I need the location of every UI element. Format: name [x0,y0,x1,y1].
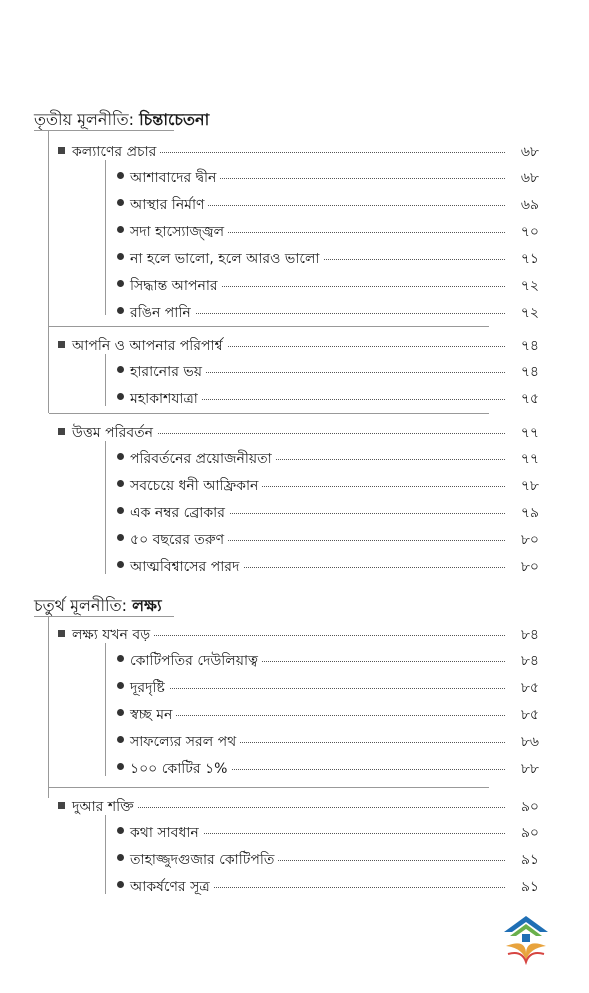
round-bullet-icon [117,655,124,662]
toc-page-number: ৭১ [507,247,539,271]
toc-item-entry[interactable] [0,651,589,673]
round-bullet-icon [117,480,124,487]
toc-item-label: কোটিপতির দেউলিয়াত্ব [130,649,262,673]
toc-page-number: ৮০ [507,528,539,552]
toc-page-number: ৬৮ [507,166,539,190]
round-bullet-icon [117,736,124,743]
toc-page-number: ৯০ [507,795,539,819]
toc-page-number: ৮৫ [507,676,539,700]
round-bullet-icon [117,393,124,400]
toc-group-entry[interactable] [0,423,589,445]
square-bullet-icon [58,341,65,348]
section-underline [34,130,174,131]
toc-page-number: ৮৬ [507,730,539,754]
toc-page-number: ৭৯ [507,501,539,525]
round-bullet-icon [117,280,124,287]
square-bullet-icon [58,802,65,809]
toc-item-entry[interactable] [0,449,589,471]
toc-item-label: ১০০ কোটির ১% [130,757,231,781]
toc-item-label: সাফল্যের সরল পথ [130,730,240,754]
toc-item-entry[interactable] [0,705,589,727]
toc-item-label: তাহাজ্জুদগুজার কোটিপতি [130,848,278,872]
toc-page-number: ৯১ [507,875,539,899]
toc-page-number: ৭০ [507,220,539,244]
toc-item-entry[interactable] [0,195,589,217]
toc-item-entry[interactable] [0,222,589,244]
section-title-main: লক্ষ্য [132,596,162,615]
toc-page-number: ৭২ [507,274,539,298]
toc-item-entry[interactable] [0,168,589,190]
toc-page-number: ৭২ [507,301,539,325]
toc-page-number: ৮৪ [507,623,539,647]
toc-page-number: ৮৪ [507,649,539,673]
round-bullet-icon [117,534,124,541]
toc-group-label: লক্ষ্য যখন বড় [72,623,154,647]
square-bullet-icon [58,147,65,154]
toc-page-number: ৮৫ [507,703,539,727]
toc-page-number: ৯০ [507,821,539,845]
toc-item-entry[interactable] [0,249,589,271]
section-underline [34,616,174,617]
toc-item-entry[interactable] [0,362,589,384]
round-bullet-icon [117,453,124,460]
round-bullet-icon [117,199,124,206]
toc-item-label: রঙিন পানি [130,301,195,325]
toc-item-label: আত্মবিশ্বাসের পারদ [130,555,243,579]
round-bullet-icon [117,507,124,514]
toc-item-label: ৫০ বছরের তরুণ [130,528,228,552]
toc-item-label: সদা হাস্যোজ্জ্বল [130,220,228,244]
toc-item-label: আস্থার নির্মাণ [130,193,208,217]
toc-group-label: উত্তম পরিবর্তন [72,421,157,445]
toc-page-number: ৬৯ [507,193,539,217]
round-bullet-icon [117,709,124,716]
toc-group-label: দুআর শক্তি [72,795,138,819]
dot-leader [130,688,505,689]
toc-item-label: না হলে ভালো, হলে আরও ভালো [130,247,324,271]
square-bullet-icon [58,428,65,435]
toc-item-label: আশাবাদের দ্বীন [130,166,220,190]
group-separator [49,413,489,414]
section-title-prefix: চতুর্থ মূলনীতি: [34,596,133,615]
round-bullet-icon [117,561,124,568]
round-bullet-icon [117,226,124,233]
group-separator [49,787,489,788]
round-bullet-icon [117,881,124,888]
toc-page-number: ৭৭ [507,447,539,471]
round-bullet-icon [117,366,124,373]
toc-group-entry[interactable] [0,336,589,358]
toc-item-entry[interactable] [0,476,589,498]
toc-item-label: দূরদৃষ্টি [130,676,169,700]
toc-item-entry[interactable] [0,557,589,579]
toc-item-entry[interactable] [0,759,589,781]
toc-page-number: ৭৮ [507,474,539,498]
toc-page-number: ৮০ [507,555,539,579]
toc-item-entry[interactable] [0,503,589,525]
toc-item-label: কথা সাবধান [130,821,203,845]
toc-group-entry[interactable] [0,142,589,164]
toc-page-number: ৭৭ [507,421,539,445]
dot-leader [130,715,505,716]
publisher-logo-icon [500,910,552,968]
round-bullet-icon [117,253,124,260]
toc-item-label: আকর্ষণের সূত্র [130,875,214,899]
toc-item-entry[interactable] [0,303,589,325]
toc-item-label: সবচেয়ে ধনী আফ্রিকান [130,474,262,498]
toc-page-number: ৮৮ [507,757,539,781]
round-bullet-icon [117,854,124,861]
toc-item-label: পরিবর্তনের প্রয়োজনীয়তা [130,447,276,471]
toc-item-label: মহাকাশযাত্রা [130,387,202,411]
section-title-prefix: তৃতীয় মূলনীতি: [34,110,140,129]
round-bullet-icon [117,763,124,770]
section-title-main: চিন্তাচেতনা [139,110,210,129]
toc-item-label: সিদ্ধান্ত আপনার [130,274,222,298]
square-bullet-icon [58,630,65,637]
toc-item-entry[interactable] [0,389,589,411]
toc-group-label: আপনি ও আপনার পরিপার্শ্ব [72,334,227,358]
round-bullet-icon [117,172,124,179]
toc-page-number: ৭৫ [507,387,539,411]
toc-item-entry[interactable] [0,850,589,872]
toc-page-number: ৬৮ [507,140,539,164]
toc-group-entry[interactable] [0,625,589,647]
toc-item-entry[interactable] [0,732,589,754]
group-separator [49,326,489,327]
toc-item-entry[interactable] [0,823,589,845]
toc-item-label: হারানোর ভয় [130,360,206,384]
toc-page-number: ৭৪ [507,334,539,358]
toc-item-entry[interactable] [0,276,589,298]
toc-item-label: এক নম্বর ব্রোকার [130,501,229,525]
toc-page-number: ৯১ [507,848,539,872]
toc-item-entry[interactable] [0,877,589,899]
round-bullet-icon [117,682,124,689]
toc-item-entry[interactable] [0,678,589,700]
toc-page-number: ৭৪ [507,360,539,384]
toc-group-label: কল্যাণের প্রচার [72,140,160,164]
round-bullet-icon [117,307,124,314]
toc-group-entry[interactable] [0,797,589,819]
toc-item-entry[interactable] [0,530,589,552]
toc-item-label: স্বচ্ছ মন [130,703,176,727]
round-bullet-icon [117,827,124,834]
